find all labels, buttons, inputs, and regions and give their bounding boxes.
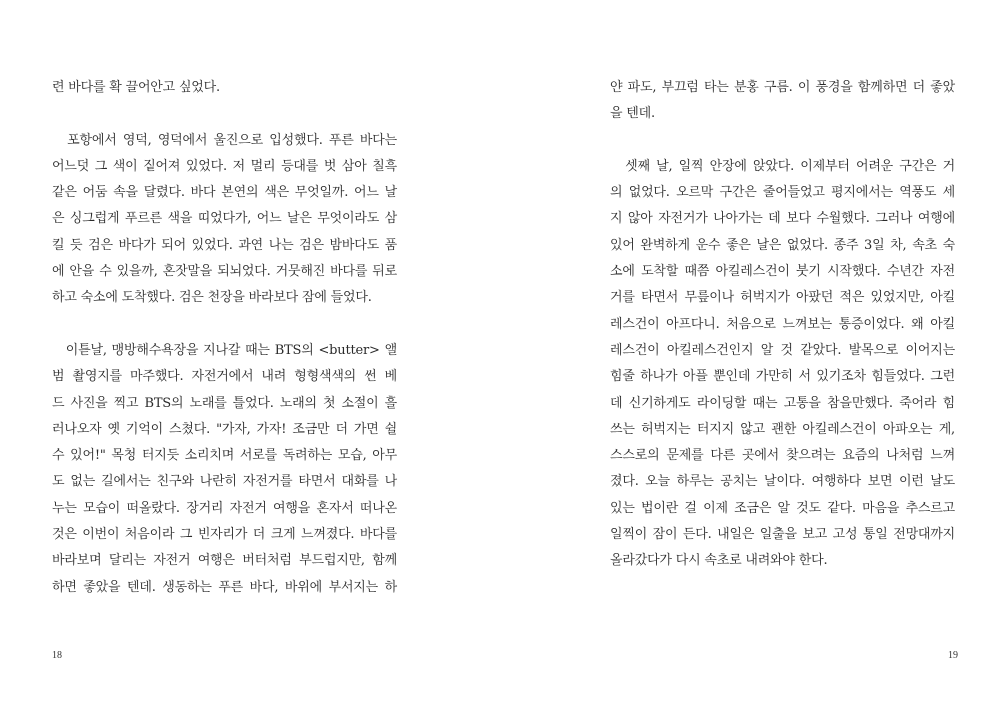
text-line: 거를 타면서 무릎이나 허벅지가 아팠던 적은 있었지만, 아킬 [610, 290, 955, 306]
text-line: 일찍이 잠이 든다. 내일은 일출을 보고 고성 통일 전망대까지 [610, 527, 955, 543]
text-line: 하고 숙소에 도착했다. 검은 천장을 바라보다 잠에 들었다. [52, 290, 372, 306]
text-line: 것은 이번이 처음이라 그 빈자리가 더 크게 느껴졌다. 바다를 [52, 527, 397, 543]
paragraph-gap [610, 128, 955, 154]
paragraph-gap [52, 101, 397, 127]
text-line: 지 않아 자전거가 나아가는 데 보다 수월했다. 그러나 여행에 [610, 211, 955, 227]
text-line: 범 촬영지를 마주했다. 자전거에서 내려 형형색색의 썬 베 [52, 369, 397, 385]
text-line: 에 안을 수 있을까, 혼잣말을 되뇌었다. 거뭇해진 바다를 뒤로 [52, 264, 397, 280]
paragraph-gap [52, 312, 397, 338]
right-page-number: 19 [948, 650, 958, 661]
text-line: 있는 법이란 걸 이제 조금은 알 것도 같다. 마음을 추스르고 [610, 500, 955, 516]
text-line: 셋째 날, 일찍 안장에 앉았다. 이제부터 어려운 구간은 거 [610, 158, 955, 174]
text-line: 스스로의 문제를 다른 곳에서 찾으려는 요즘의 나처럼 느껴 [610, 448, 955, 464]
text-line: 포항에서 영덕, 영덕에서 울진으로 입성했다. 푸른 바다는 [52, 132, 397, 148]
text-line: 하면 좋았을 텐데. 생동하는 푸른 바다, 바위에 부서지는 하 [52, 579, 397, 595]
text-line: 레스건이 아킬레스건인지 알 것 같았다. 발목으로 이어지는 [610, 342, 955, 358]
text-line: 은 싱그럽게 푸르른 색을 띠었다가, 어느 날은 무엇이라도 삼 [52, 211, 397, 227]
text-line: 있어 완벽하게 운수 좋은 날은 없었다. 종주 3일 차, 속초 숙 [610, 237, 955, 253]
text-line: 킬 듯 검은 바다가 되어 있었다. 과연 나는 검은 밤바다도 품 [52, 237, 397, 253]
text-line: 올라갔다가 다시 속초로 내려와야 한다. [610, 553, 828, 569]
text-line: 데 신기하게도 라이딩할 때는 고통을 참을만했다. 죽어라 힘 [610, 395, 955, 411]
text-line: 어느덧 그 색이 짙어져 있었다. 저 멀리 등대를 벗 삼아 칠흑 [52, 158, 397, 174]
left-page-body [52, 75, 397, 601]
text-line: 도 없는 길에서는 친구와 나란히 자전거를 타면서 대화를 나 [52, 474, 397, 490]
text-line: 바라보며 달리는 자전거 여행은 버터처럼 부드럽지만, 함께 [52, 553, 397, 569]
text-line: 힘줄 하나가 아플 뿐인데 가만히 서 있기조차 힘들었다. 그런 [610, 369, 955, 385]
left-page-number: 18 [52, 650, 62, 661]
text-line: 러나오자 옛 기억이 스쳤다. "가자, 가자! 조금만 더 가면 쉴 [52, 421, 397, 437]
text-line: 수 있어!" 목청 터지듯 소리치며 서로를 독려하는 모습, 아무 [52, 448, 397, 464]
text-line: 련 바다를 확 끌어안고 싶었다. [52, 80, 220, 95]
right-page [500, 0, 1000, 710]
text-line: 같은 어둠 속을 달렸다. 바다 본연의 색은 무엇일까. 어느 날 [52, 185, 397, 201]
text-line: 의 없었다. 오르막 구간은 줄어들었고 평지에서는 역풍도 세 [610, 185, 955, 201]
right-page-body [610, 75, 955, 575]
text-line: 이튿날, 맹방해수욕장을 지나갈 때는 BTS의 <butter> 앨 [52, 342, 397, 358]
text-line: 누는 모습이 떠올랐다. 장거리 자전거 여행을 혼자서 떠나온 [52, 500, 397, 516]
text-line: 을 텐데. [610, 106, 655, 122]
text-line: 쓰는 허벅지는 터지지 않고 괜한 아킬레스건이 아파오는 게, [610, 421, 955, 437]
text-line: 소에 도착할 때쯤 아킬레스건이 붓기 시작했다. 수년간 자전 [610, 264, 955, 280]
text-line: 졌다. 오늘 하루는 공치는 날이다. 여행하다 보면 이런 날도 [610, 474, 955, 490]
text-line: 얀 파도, 부끄럼 타는 분홍 구름. 이 풍경을 함께하면 더 좋았 [610, 80, 955, 95]
text-line: 레스건이 아프다니. 처음으로 느껴보는 통증이었다. 왜 아킬 [610, 316, 955, 332]
text-line: 드 사진을 찍고 BTS의 노래를 틀었다. 노래의 첫 소절이 흘 [52, 395, 397, 411]
